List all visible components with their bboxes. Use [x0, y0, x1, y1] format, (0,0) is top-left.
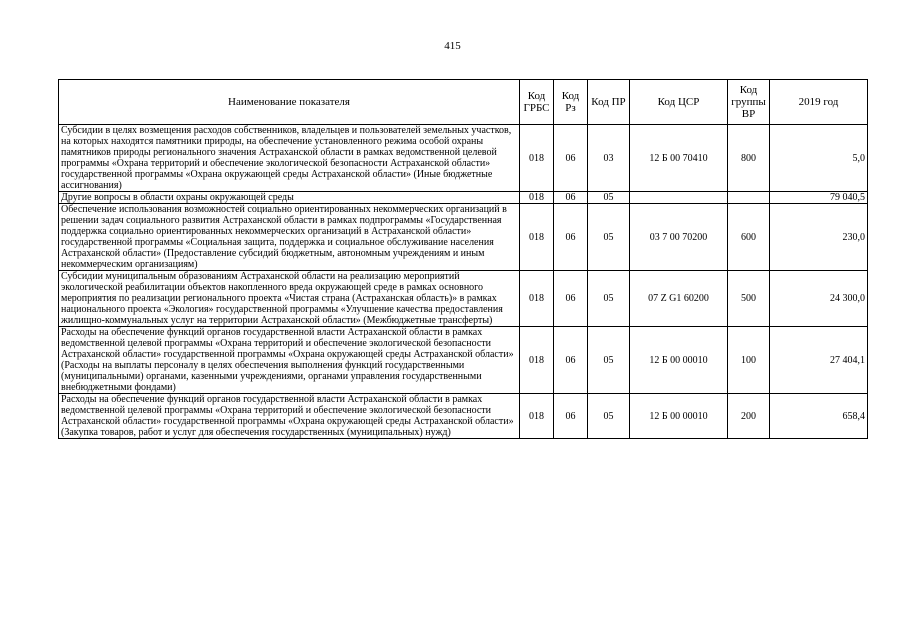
row-value: 27 404,1: [770, 327, 868, 394]
row-csr: 07 Z G1 60200: [630, 271, 728, 327]
header-csr: Код ЦСР: [630, 80, 728, 125]
header-rz: Код Рз: [554, 80, 588, 125]
row-vr: [728, 192, 770, 204]
row-grbs: 018: [520, 271, 554, 327]
row-rz: 06: [554, 125, 588, 192]
row-grbs: 018: [520, 192, 554, 204]
row-csr: 12 Б 00 70410: [630, 125, 728, 192]
table-row: [59, 394, 868, 439]
table-row: [59, 271, 868, 327]
row-grbs: 018: [520, 204, 554, 271]
row-value: 658,4: [770, 394, 868, 439]
row-name: Расходы на обеспечение функций органов государственной власти Астраханской области в рамках ведомственной целевой программы «Охрана территорий и обеспечение экологической безопасности Астраханской области» государственной программы «Охрана окружающей среды Астраханской области» (Расходы на выплаты персоналу в целях обеспечения выполнения функций государственными (муниципальными) органами, казенными учреждениями, органами управления государственными внебюджетными фондами): [59, 327, 520, 394]
table-row: [59, 327, 868, 394]
table-row: [59, 192, 868, 204]
row-csr: 12 Б 00 00010: [630, 327, 728, 394]
row-pr: 05: [588, 394, 630, 439]
row-vr: 800: [728, 125, 770, 192]
row-pr: 03: [588, 125, 630, 192]
row-pr: 05: [588, 192, 630, 204]
row-vr: 100: [728, 327, 770, 394]
row-value: 230,0: [770, 204, 868, 271]
header-grbs: Код ГРБС: [520, 80, 554, 125]
row-csr: 03 7 00 70200: [630, 204, 728, 271]
row-name: Субсидии в целях возмещения расходов собственников, владельцев и пользователей земельных участков, на которых находятся памятники природы, на обеспечение установленного режима особой охраны памятников природы регионального значения Астраханской области в рамках ведомственной целевой программы «Охрана территорий и обеспечение экологической безопасности Астраханской области» государственной программы «Охрана окружающей среды Астраханской области» (Иные бюджетные ассигнования): [59, 125, 520, 192]
row-name: Расходы на обеспечение функций органов государственной власти Астраханской области в рамках ведомственной целевой программы «Охрана территорий и обеспечение экологической безопасности Астраханской области» государственной программы «Охрана окружающей среды Астраханской области» (Закупка товаров, работ и услуг для обеспечения государственных (муниципальных) нужд): [59, 394, 520, 439]
row-vr: 600: [728, 204, 770, 271]
row-value: 24 300,0: [770, 271, 868, 327]
header-pr: Код ПР: [588, 80, 630, 125]
row-pr: 05: [588, 327, 630, 394]
row-grbs: 018: [520, 327, 554, 394]
row-grbs: 018: [520, 394, 554, 439]
page-number: 415: [444, 40, 461, 52]
row-pr: 05: [588, 271, 630, 327]
header-name: Наименование показателя: [59, 80, 520, 125]
header-vr: Код группы ВР: [728, 80, 770, 125]
row-name: Обеспечение использования возможностей социально ориентированных некоммерческих организаций в решении задач социального развития Астраханской области в рамках подпрограммы «Государственная поддержка социально ориентированных некоммерческих организаций в Астраханской области» государственной программы «Социальная защита, поддержка и социальное обслуживание населения Астраханской области» (Предоставление субсидий бюджетным, автономным учреждениям и иным некоммерческим организациям): [59, 204, 520, 271]
budget-table: [58, 79, 868, 439]
row-vr: 200: [728, 394, 770, 439]
row-name: Другие вопросы в области охраны окружающей среды: [59, 192, 520, 204]
row-rz: 06: [554, 394, 588, 439]
table-header-row: [59, 80, 868, 125]
row-csr: 12 Б 00 00010: [630, 394, 728, 439]
row-vr: 500: [728, 271, 770, 327]
row-rz: 06: [554, 192, 588, 204]
row-rz: 06: [554, 327, 588, 394]
row-csr: [630, 192, 728, 204]
table-row: [59, 125, 868, 192]
row-value: 5,0: [770, 125, 868, 192]
table-row: [59, 204, 868, 271]
row-rz: 06: [554, 271, 588, 327]
row-pr: 05: [588, 204, 630, 271]
row-rz: 06: [554, 204, 588, 271]
row-grbs: 018: [520, 125, 554, 192]
row-value: 79 040,5: [770, 192, 868, 204]
header-year: 2019 год: [770, 80, 868, 125]
row-name: Субсидии муниципальным образованиям Астраханской области на реализацию мероприятий экологической реабилитации объектов накопленного вреда окружающей среде в рамках основного мероприятия по реализации регионального проекта «Чистая страна (Астраханская область)» в рамках национального проекта «Экология» государственной программы «Улучшение качества предоставления жилищно-коммунальных услуг на территории Астраханской области» (Межбюджетные трансферты): [59, 271, 520, 327]
